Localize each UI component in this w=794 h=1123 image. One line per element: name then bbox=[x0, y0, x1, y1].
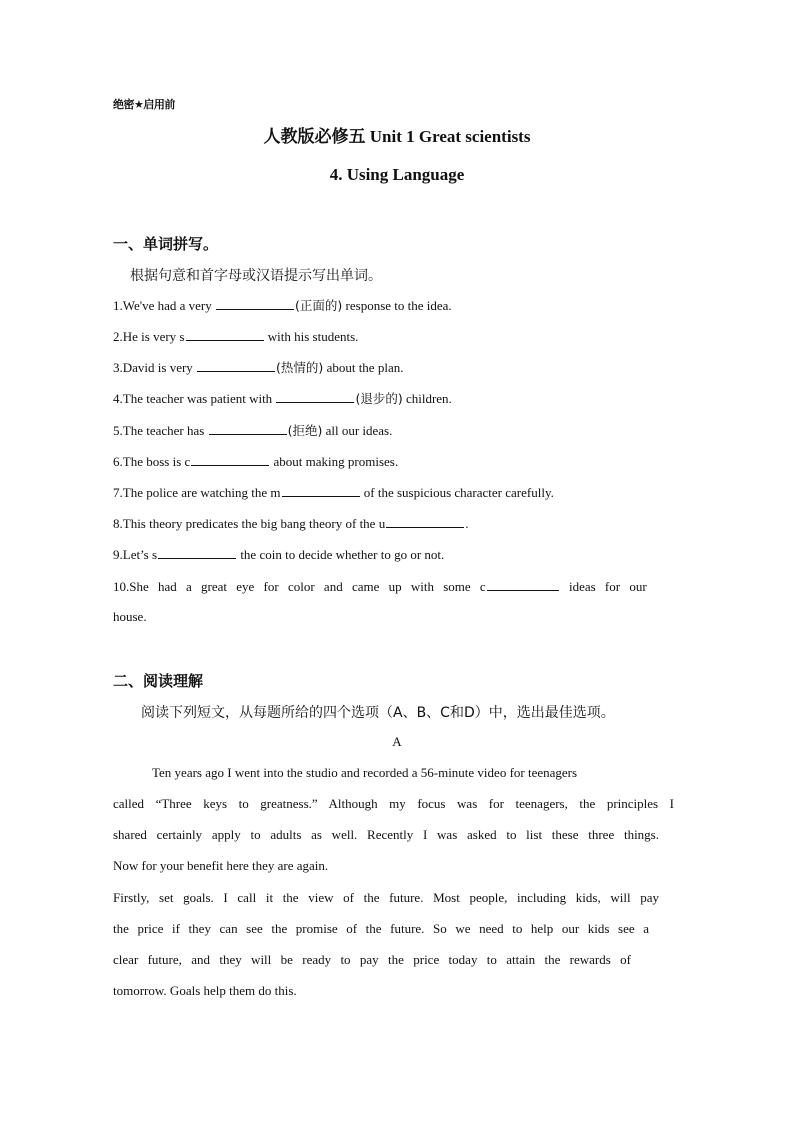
paragraph-line-8: tomorrow. Goals help them do this. bbox=[113, 983, 297, 998]
answer-blank-6[interactable] bbox=[191, 453, 269, 466]
paragraph-line-7: clear future, and they will be ready to pay the price today to attain the rewards of bbox=[113, 952, 631, 967]
answer-blank-5[interactable] bbox=[209, 422, 287, 435]
section1-instruction: 根据句意和首字母或汉语提示写出单词。 bbox=[130, 268, 382, 284]
answer-blank-9[interactable] bbox=[158, 546, 236, 559]
answer-blank-1[interactable] bbox=[216, 297, 294, 310]
answer-blank-8[interactable] bbox=[386, 515, 464, 528]
answer-blank-2[interactable] bbox=[186, 328, 264, 341]
exercise-item-3: 3.David is very (热情的) about the plan. bbox=[113, 360, 404, 375]
paragraph-line-1: Ten years ago I went into the studio and recorded a 56-minute video for teenagers bbox=[152, 765, 578, 780]
exercise-item-9: 9.Let’s s the coin to decide whether to go or not. bbox=[113, 547, 445, 562]
answer-blank-10[interactable] bbox=[487, 578, 559, 591]
section2-instruction: 阅读下列短文，从每题所给的四个选项（A、B、C和D）中，选出最佳选项。 bbox=[141, 705, 615, 721]
document-title: 人教版必修五 Unit 1 Great scientists bbox=[263, 127, 531, 146]
section2-heading: 二、阅读理解 bbox=[113, 672, 204, 690]
paragraph-line-4: Now for your benefit here they are again. bbox=[113, 858, 329, 873]
exercise-item-1: 1.We've had a very (正面的) response to the idea. bbox=[113, 298, 452, 313]
paragraph-line-6: the price if they can see the promise of the future. So we need to help our kids see a bbox=[113, 921, 649, 936]
paragraph-line-2: called “Three keys to greatness.” Although my focus was for teenagers, the principles I bbox=[113, 796, 674, 811]
exercise-item-8: 8.This theory predicates the big bang theory of the u . bbox=[113, 516, 469, 531]
paragraph-line-5: Firstly, set goals. I call it the view of the future. Most people, including kids, will pay bbox=[113, 890, 659, 905]
exercise-item-10: 10.She had a great eye for color and came up with some c ideas for our bbox=[113, 579, 647, 594]
secret-label: 绝密★启用前 bbox=[113, 98, 175, 111]
exercise-item-10-continued: house. bbox=[113, 609, 147, 624]
section1-heading: 一、单词拼写。 bbox=[113, 235, 219, 253]
document-subtitle: 4. Using Language bbox=[329, 165, 465, 184]
answer-blank-7[interactable] bbox=[282, 484, 360, 497]
exercise-item-4: 4.The teacher was patient with (退步的) children. bbox=[113, 391, 452, 406]
exercise-item-2: 2.He is very s with his students. bbox=[113, 329, 359, 344]
exercise-item-6: 6.The boss is c about making promises. bbox=[113, 454, 399, 469]
passage-label: A bbox=[392, 734, 402, 749]
answer-blank-3[interactable] bbox=[197, 359, 275, 372]
paragraph-line-3: shared certainly apply to adults as well. Recently I was asked to list these three things. bbox=[113, 827, 659, 842]
answer-blank-4[interactable] bbox=[276, 390, 354, 403]
exercise-item-7: 7.The police are watching the m of the suspicious character carefully. bbox=[113, 485, 554, 500]
exercise-item-5: 5.The teacher has (拒绝) all our ideas. bbox=[113, 423, 393, 438]
